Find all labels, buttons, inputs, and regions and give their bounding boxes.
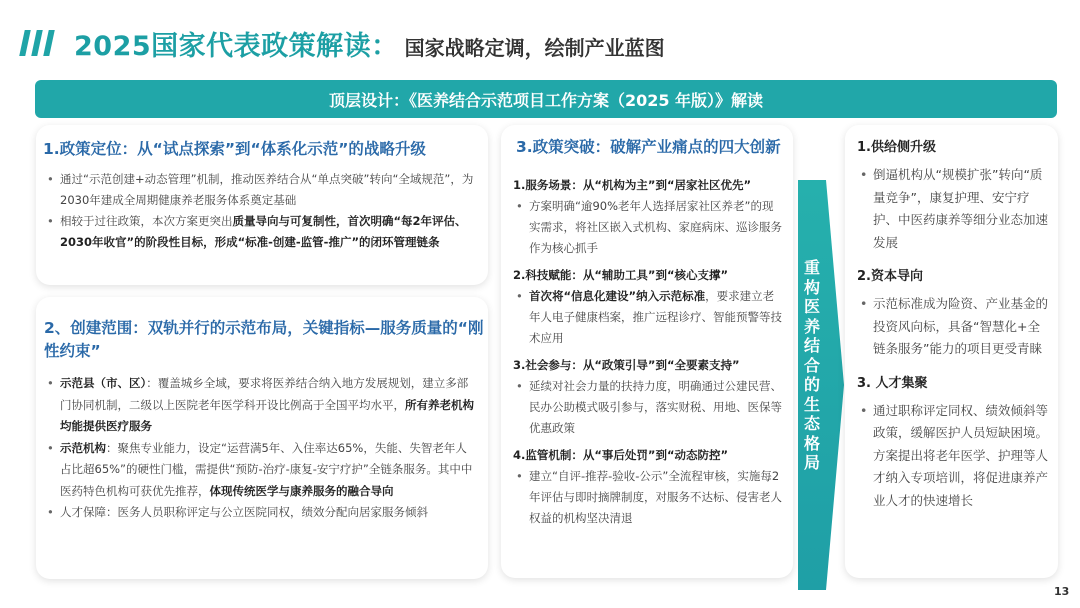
talent-title: 3. 人才集聚 (857, 375, 928, 391)
creation-scope-heading: 2、创建范围：双轨并行的示范布局，关键指标—服务质量的“刚性约束” (44, 319, 484, 360)
capital-title: 2.资本导向 (857, 269, 923, 284)
page-title (74, 24, 665, 63)
policy-positioning-card (36, 125, 488, 285)
ecosystem-label-char: 重 (803, 258, 820, 277)
bullet-item: • 通过“示范创建+动态管理”机制，推动医养结合从“单点突破”转向“全域规范”，为2030年建成全周期健康养老服务体系奠定基础 (44, 169, 476, 211)
ecosystem-label-char: 养 (803, 316, 820, 336)
innovation-section: 1.服务场景：从“机构为主”到“居家社区优先” • 方案明确“逾90%老年人选择居家社区养老”的现实需求，将社区嵌入式机构、家庭病床、巡诊服务作为核心抓手 (501, 175, 793, 259)
title-decoration (22, 30, 52, 56)
policy-breakthrough-heading: 3.政策突破：破解产业痛点的四大创新 (516, 138, 781, 156)
page-number: 13 (1054, 585, 1070, 598)
bullet-item: • 人才保障：医务人员职称评定与公立医院同权，绩效分配向居家服务倾斜 (44, 502, 476, 524)
ecosystem-label-char: 局 (803, 453, 820, 472)
bullet-item: • 方案明确“逾90%老年人选择居家社区养老”的现实需求，将社区嵌入式机构、家庭病床、巡诊服务作为核心抓手 (513, 196, 783, 259)
ecosystem-label-char: 结 (803, 336, 820, 355)
policy-breakthrough-card (501, 125, 793, 578)
ecosystem-label-char: 的 (803, 375, 820, 394)
bullet-item: • 建立“自评-推荐-验收-公示”全流程审核，实施每2年评估与即时摘牌制度，对服务不达标、侵害老人权益的机构坚决清退 (513, 466, 783, 529)
ecosystem-label (799, 258, 825, 473)
bullet-item: • 示范县（市、区）：覆盖城乡全域，要求将医养结合纳入地方发展规划，建立多部门协同机制，二级以上医院老年医学科开设比例高于全国平均水平，所有养老机构均能提供医疗服务 (44, 373, 476, 438)
page-title-main: 2025国家代表政策解读： (74, 31, 399, 62)
creation-scope-card (36, 297, 488, 579)
bullet-item: • 相较于过往政策，本次方案更突出质量导向与可复制性，首次明确“每2年评估、2030年收官”的阶段性目标，形成“标准-创建-监管-推广”的闭环管理链条 (44, 211, 476, 253)
top-banner: 顶层设计：《医养结合示范项目工作方案（2025 年版）》解读 (35, 80, 1057, 118)
bullet-item: • 延续对社会力量的扶持力度，明确通过公建民营、民办公助模式吸引参与，落实财税、用地、医保等优惠政策 (513, 376, 783, 439)
innovation-section: 4.监管机制：从“事后处罚”到“动态防控” • 建立“自评-推荐-验收-公示”全流程审核，实施每2年评估与即时摘牌制度，对服务不达标、侵害老人权益的机构坚决清退 (501, 445, 793, 529)
bullet-item: • 倒逼机构从“规模扩张”转向“质量竞争”，康复护理、安宁疗护、中医药康养等细分业态加速发展 (857, 164, 1048, 254)
ecosystem-label-char: 态 (803, 414, 820, 433)
policy-positioning-heading: 1.政策定位：从“试点探索”到“体系化示范”的战略升级 (43, 140, 426, 158)
ecosystem-label-char: 构 (803, 277, 820, 297)
innovation-section: 2.科技赋能：从“辅助工具”到“核心支撑” • 首次将“信息化建设”纳入示范标准，要求建立老年人电子健康档案，推广远程诊疗、智能预警等技术应用 (501, 265, 793, 349)
supply-side-title: 1.供给侧升级 (857, 140, 936, 155)
bullet-item: • 示范标准成为险资、产业基金的投资风向标，具备“智慧化+全链条服务”能力的项目更受青睐 (857, 293, 1048, 361)
ecosystem-label-char: 格 (803, 433, 820, 453)
bullet-item: • 示范机构：聚焦专业能力，设定“运营满5年、入住率达65%，失能、失智老年人占比超65%”的硬性门槛，需提供“预防-治疗-康复-安宁疗护”全链条服务。其中中医药特色机构可获优先推荐，体现传统医学与康养服务的融合导向 (44, 438, 476, 503)
ecosystem-label-char: 医 (803, 297, 820, 316)
impact-card (845, 125, 1058, 578)
ecosystem-label-char: 生 (803, 394, 820, 414)
page-title-sub: 国家战略定调，绘制产业蓝图 (404, 36, 665, 60)
ecosystem-label-char: 合 (803, 355, 820, 375)
bullet-item: • 通过职称评定同权、绩效倾斜等政策，缓解医护人员短缺困境。方案提出将老年医学、护理等人才纳入专项培训，将促进康养产业人才的快速增长 (857, 400, 1048, 513)
bullet-item: • 首次将“信息化建设”纳入示范标准，要求建立老年人电子健康档案，推广远程诊疗、智能预警等技术应用 (513, 286, 783, 349)
innovation-section: 3.社会参与：从“政策引导”到“全要素支持” • 延续对社会力量的扶持力度，明确通过公建民营、民办公助模式吸引参与，落实财税、用地、医保等优惠政策 (501, 355, 793, 439)
